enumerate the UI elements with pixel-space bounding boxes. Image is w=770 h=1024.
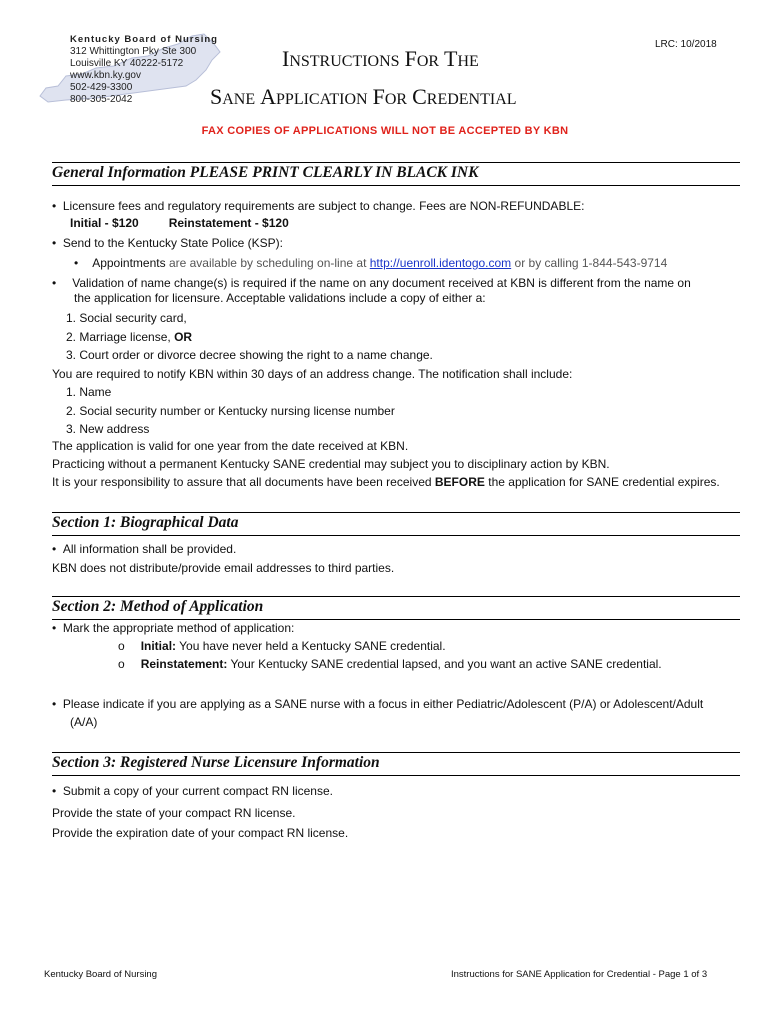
valid-year-text: The application is valid for one year from the date received at KBN. bbox=[52, 439, 409, 453]
list-item bbox=[52, 621, 294, 635]
bullet-icon: • bbox=[74, 256, 79, 270]
section-3-heading: Section 3: Registered Nurse Licensure Information bbox=[52, 754, 380, 771]
fees-text: Licensure fees and regulatory requirements are subject to change. Fees are NON-REFUNDABLE: bbox=[62, 199, 585, 213]
fee-reinstatement: Reinstatement - $120 bbox=[168, 216, 289, 230]
section-rule-top bbox=[52, 512, 740, 513]
responsibility-pre: It is your responsibility to assure that all documents have been received bbox=[52, 475, 432, 489]
board-address-block bbox=[70, 34, 218, 106]
validation-line-2: the application for licensure. Acceptable validations include a copy of either a: bbox=[74, 291, 486, 305]
list-item bbox=[52, 784, 333, 798]
section-rule-bottom bbox=[52, 185, 740, 186]
section-1-bullet: All information shall be provided. bbox=[62, 542, 237, 556]
section-2-bullet: Mark the appropriate method of application: bbox=[62, 621, 295, 635]
appointments-phone: or by calling 1-844-543-9714 bbox=[514, 256, 668, 270]
validation-item-2-text: 2. Marriage license, bbox=[66, 330, 171, 344]
section-rule-top bbox=[52, 162, 740, 163]
appointments-label: Appointments bbox=[92, 256, 166, 270]
notify-item-1: 1. Name bbox=[66, 385, 112, 399]
sub-bullet-icon: o bbox=[118, 639, 125, 653]
validation-item-1: 1. Social security card, bbox=[66, 311, 187, 325]
appointments-middle: are available by scheduling on-line at bbox=[168, 256, 367, 270]
list-item bbox=[52, 236, 283, 250]
method-reinstatement bbox=[118, 657, 662, 671]
fax-notice: FAX COPIES OF APPLICATIONS WILL NOT BE ACCEPTED BY KBN bbox=[201, 125, 569, 137]
section-rule-top bbox=[52, 596, 740, 597]
validation-item-2 bbox=[66, 330, 192, 344]
document-title-line-1: INSTRUCTIONS FOR THE bbox=[282, 46, 479, 71]
list-item bbox=[74, 256, 667, 270]
notify-item-3: 3. New address bbox=[66, 422, 150, 436]
focus-line-2: (A/A) bbox=[70, 715, 98, 729]
phone-2: 800-305-2042 bbox=[70, 94, 133, 105]
list-item bbox=[52, 199, 584, 213]
responsibility-post: the application for SANE credential expires. bbox=[488, 475, 720, 489]
fee-initial: Initial - $120 bbox=[70, 216, 139, 230]
validation-item-3: 3. Court order or divorce decree showing the right to a name change. bbox=[66, 348, 433, 362]
initial-text: You have never held a Kentucky SANE credential. bbox=[179, 639, 446, 653]
ksp-text: Send to the Kentucky State Police (KSP): bbox=[62, 236, 283, 250]
sub-bullet-icon: o bbox=[118, 657, 125, 671]
section-rule-top bbox=[52, 752, 740, 753]
section-rule-bottom bbox=[52, 619, 740, 620]
list-item bbox=[52, 542, 236, 556]
section-3-bullet: Submit a copy of your current compact RN license. bbox=[62, 784, 333, 798]
validation-or: OR bbox=[174, 330, 193, 344]
practicing-text: Practicing without a permanent Kentucky SANE credential may subject you to disciplinary action by KBN. bbox=[52, 457, 610, 471]
bullet-icon: • bbox=[52, 236, 63, 250]
list-item bbox=[52, 276, 691, 290]
board-name: Kentucky Board of Nursing bbox=[70, 34, 218, 45]
section-1-note: KBN does not distribute/provide email addresses to third parties. bbox=[52, 561, 395, 575]
footer-left: Kentucky Board of Nursing bbox=[44, 969, 158, 980]
address-line-1: 312 Whittington Pky Ste 300 bbox=[70, 46, 197, 57]
rn-state-text: Provide the state of your compact RN license. bbox=[52, 806, 296, 820]
rn-expiration-text: Provide the expiration date of your compact RN license. bbox=[52, 826, 349, 840]
section-1-heading: Section 1: Biographical Data bbox=[52, 514, 239, 531]
footer-right: Instructions for SANE Application for Credential - Page 1 of 3 bbox=[451, 969, 708, 980]
identogo-link[interactable]: http://uenroll.identogo.com bbox=[369, 256, 512, 270]
method-initial bbox=[118, 639, 446, 653]
reinstatement-text: Your Kentucky SANE credential lapsed, and you want an active SANE credential. bbox=[230, 657, 662, 671]
fee-list bbox=[70, 216, 289, 230]
list-item bbox=[52, 697, 703, 711]
bullet-icon: • bbox=[52, 697, 63, 711]
board-website: www.kbn.ky.gov bbox=[70, 70, 141, 81]
bullet-icon: • bbox=[52, 784, 63, 798]
document-title-line-2: SANE APPLICATION FOR CREDENTIAL bbox=[210, 84, 517, 109]
section-rule-bottom bbox=[52, 535, 740, 536]
focus-line-1: Please indicate if you are applying as a SANE nurse with a focus in either Pediatric/Adolescent (P/A) or Adolescent/Adult bbox=[62, 697, 704, 711]
bullet-icon: • bbox=[52, 542, 63, 556]
bullet-icon: • bbox=[52, 276, 57, 290]
phone-1: 502-429-3300 bbox=[70, 82, 133, 93]
reinstatement-label: Reinstatement: bbox=[140, 657, 228, 671]
notify-text: You are required to notify KBN within 30 days of an address change. The notification shall include: bbox=[52, 367, 573, 381]
bullet-icon: • bbox=[52, 621, 63, 635]
initial-label: Initial: bbox=[140, 639, 177, 653]
section-rule-bottom bbox=[52, 775, 740, 776]
address-line-2: Louisville KY 40222-5172 bbox=[70, 58, 184, 69]
validation-line-1: Validation of name change(s) is required if the name on any document received at KBN is different from the name on bbox=[72, 276, 691, 290]
responsibility-text bbox=[52, 475, 720, 489]
responsibility-before: BEFORE bbox=[434, 475, 485, 489]
notify-item-2: 2. Social security number or Kentucky nursing license number bbox=[66, 404, 395, 418]
general-info-heading: General Information PLEASE PRINT CLEARLY IN BLACK INK bbox=[52, 164, 479, 181]
revision-date: LRC: 10/2018 bbox=[655, 39, 717, 50]
bullet-icon: • bbox=[52, 199, 63, 213]
section-2-heading: Section 2: Method of Application bbox=[52, 598, 264, 615]
